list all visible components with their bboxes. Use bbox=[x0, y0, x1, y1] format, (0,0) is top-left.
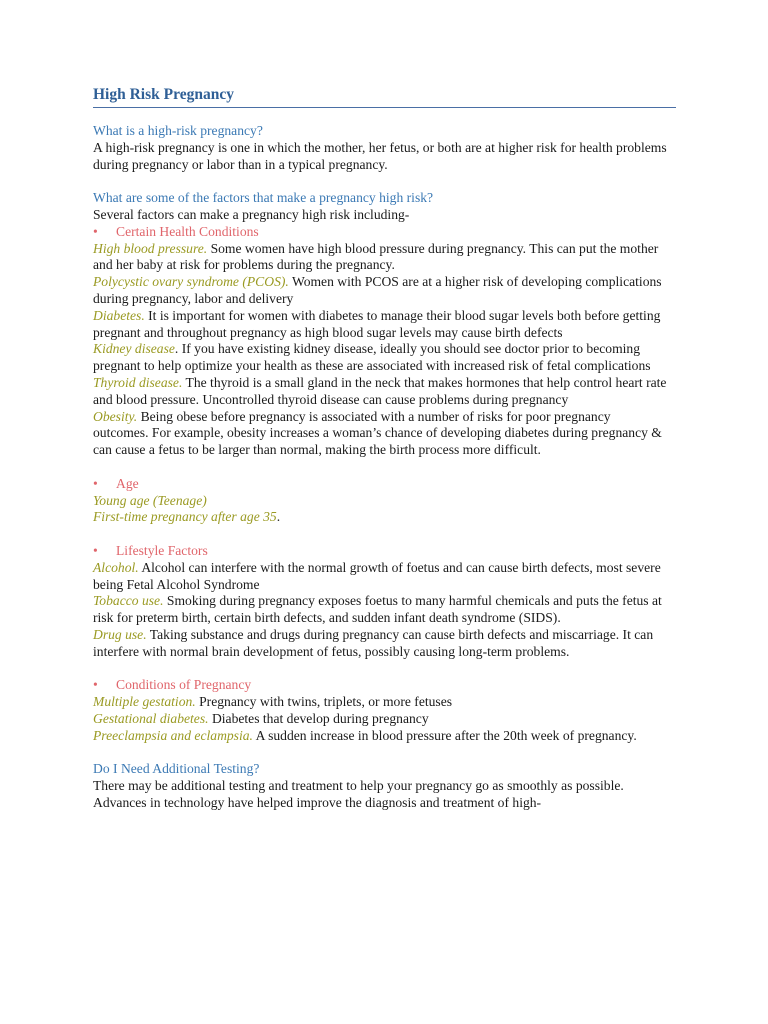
term-label: Multiple gestation. bbox=[93, 694, 196, 710]
list-item: Thyroid disease. The thyroid is a small gland in the neck that makes hormones that help control heart rate and blood pressure. Uncontrolled thyroid disease can cause problems during pregnancy bbox=[93, 374, 667, 407]
list-item: Drug use. Taking substance and drugs during pregnancy can cause birth defects and miscarriage. It can interfere with normal brain development of fetus, possibly causing long-term problems. bbox=[93, 626, 654, 659]
list-item: High blood pressure. Some women have high blood pressure during pregnancy. This can put the mother and her baby at risk for problems during the pregnancy. bbox=[93, 240, 659, 273]
term-label: Gestational diabetes. bbox=[93, 710, 209, 726]
paragraph: There may be additional testing and treatment to help your pregnancy go as smoothly as possible. Advances in technology have helped improve the diagnosis and treatment of high- bbox=[93, 778, 624, 810]
list-item: Multiple gestation. Pregnancy with twins, triplets, or more fetuses bbox=[93, 694, 453, 710]
term-label: High blood pressure. bbox=[93, 240, 208, 256]
bullet-heading: • Lifestyle Factors bbox=[93, 542, 208, 558]
term-label: Tobacco use. bbox=[93, 593, 164, 609]
bullet-heading: • Conditions of Pregnancy bbox=[93, 677, 252, 693]
list-item: Gestational diabetes. Diabetes that develop during pregnancy bbox=[93, 710, 429, 726]
list-item: Preeclampsia and eclampsia. A sudden increase in blood pressure after the 20th week of pregnancy. bbox=[93, 727, 637, 743]
term-label: First-time pregnancy after age 35 bbox=[93, 509, 277, 525]
list-item: Obesity. Being obese before pregnancy is associated with a number of risks for poor pregnancy outcomes. For example, obesity increases a woman’s chance of developing diabetes during pregnancy & can cause a fetus to be larger than normal, making the birth process more difficult. bbox=[93, 408, 662, 458]
list-item: Kidney disease. If you have existing kidney disease, ideally you should see doctor prior to becoming pregnant to help optimize your health as these are associated with increased risk of fetal complications bbox=[93, 341, 651, 374]
term-label: Preeclampsia and eclampsia. bbox=[93, 727, 253, 743]
term-label: Young age (Teenage) bbox=[93, 492, 207, 508]
bullet-icon: • bbox=[93, 223, 98, 239]
term-label: Kidney disease bbox=[93, 341, 175, 357]
bullet-heading: • Age bbox=[93, 475, 139, 491]
list-item: Alcohol. Alcohol can interfere with the normal growth of foetus and can cause birth defects, most severe being Fetal Alcohol Syndrome bbox=[93, 559, 661, 592]
bullet-icon: • bbox=[93, 475, 98, 491]
term-label: Polycystic ovary syndrome (PCOS). bbox=[93, 274, 289, 290]
term-label: Drug use. bbox=[93, 626, 147, 642]
question-heading: What are some of the factors that make a pregnancy high risk? bbox=[93, 190, 434, 206]
term-label: Diabetes. bbox=[93, 307, 145, 323]
bullet-icon: • bbox=[93, 677, 98, 693]
document-title: High Risk Pregnancy bbox=[93, 86, 676, 108]
term-label: Thyroid disease. bbox=[93, 374, 183, 390]
paragraph: Several factors can make a pregnancy high risk including- bbox=[93, 206, 410, 222]
document-body bbox=[93, 123, 668, 812]
bullet-heading: • Certain Health Conditions bbox=[93, 223, 259, 239]
list-item: Diabetes. It is important for women with diabetes to manage their blood sugar levels both before getting pregnant and throughout pregnancy as high blood sugar levels may cause birth defects bbox=[93, 307, 661, 340]
list-item bbox=[93, 493, 668, 510]
question-heading: Do I Need Additional Testing? bbox=[93, 761, 260, 777]
term-label: Obesity. bbox=[93, 408, 138, 424]
paragraph: A high-risk pregnancy is one in which the mother, her fetus, or both are at higher risk for health problems during pregnancy or labor than in a typical pregnancy. bbox=[93, 139, 667, 172]
bullet-icon: • bbox=[93, 542, 98, 558]
list-item: Polycystic ovary syndrome (PCOS). Women with PCOS are at a higher risk of developing complications during pregnancy, labor and delivery bbox=[93, 274, 662, 306]
list-item: Tobacco use. Smoking during pregnancy exposes foetus to many harmful chemicals and puts the fetus at risk for preterm birth, certain birth defects, and sudden infant death syndrome (SIDS). bbox=[93, 593, 662, 626]
question-heading: What is a high-risk pregnancy? bbox=[93, 123, 263, 138]
term-label: Alcohol. bbox=[93, 559, 139, 575]
list-item: First-time pregnancy after age 35. bbox=[93, 509, 281, 525]
